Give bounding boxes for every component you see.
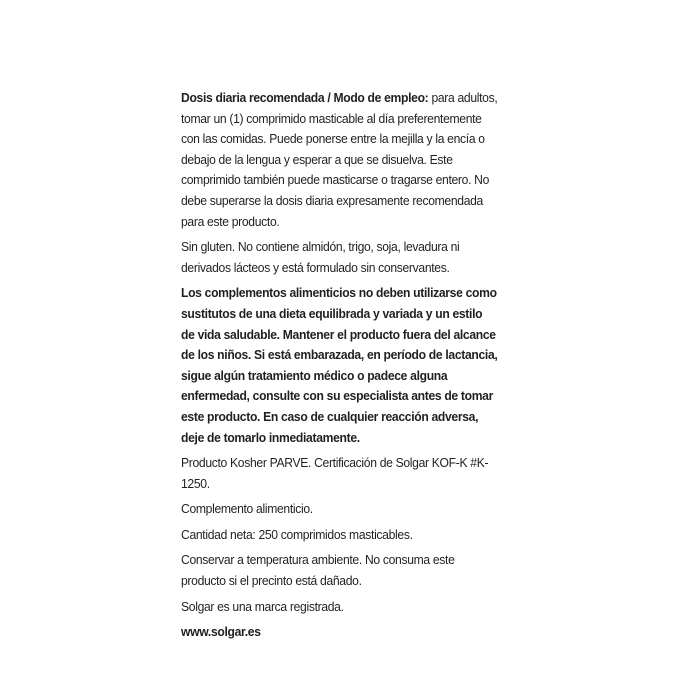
website-link[interactable]: www.solgar.es bbox=[181, 624, 261, 640]
dosage-text: para adultos, tomar un (1) comprimido masticable al día preferentemente con las comidas. Puede ponerse entre la mejilla y la encía o debajo de la lengua y esperar a que se disuelva. Este comprimido también puede masticarse o tragarse entero. No debe superarse la dosis diaria expresamente recomendada para este producto. bbox=[181, 90, 498, 229]
trademark-paragraph: Solgar es una marca registrada. bbox=[181, 598, 344, 614]
gluten-free-paragraph: Sin gluten. No contiene almidón, trigo, soja, levadura ni derivados lácteos y está formulado sin conservantes. bbox=[181, 239, 460, 275]
net-quantity-paragraph: Cantidad neta: 250 comprimidos masticables. bbox=[181, 526, 413, 542]
dosage-heading: Dosis diaria recomendada / Modo de empleo: bbox=[181, 90, 429, 105]
kosher-paragraph: Producto Kosher PARVE. Certificación de Solgar KOF-K #K-1250. bbox=[181, 455, 489, 491]
product-label-text bbox=[181, 88, 498, 648]
dosage-paragraph bbox=[181, 88, 498, 232]
storage-paragraph: Conservar a temperatura ambiente. No consuma este producto si el precinto está dañado. bbox=[181, 552, 455, 589]
warning-paragraph: Los complementos alimenticios no deben utilizarse como sustitutos de una dieta equilibrada y variada y un estilo de vida saludable. Mantener el producto fuera del alcance de los niños. Si está embarazada, en período de lactancia, sigue algún tratamiento médico o padece alguna enfermedad, consulte con su especialista antes de tomar este producto. En caso de cualquier reacción adversa, deje de tomarlo inmediatamente. bbox=[181, 285, 498, 445]
supplement-paragraph: Complemento alimenticio. bbox=[181, 501, 313, 517]
